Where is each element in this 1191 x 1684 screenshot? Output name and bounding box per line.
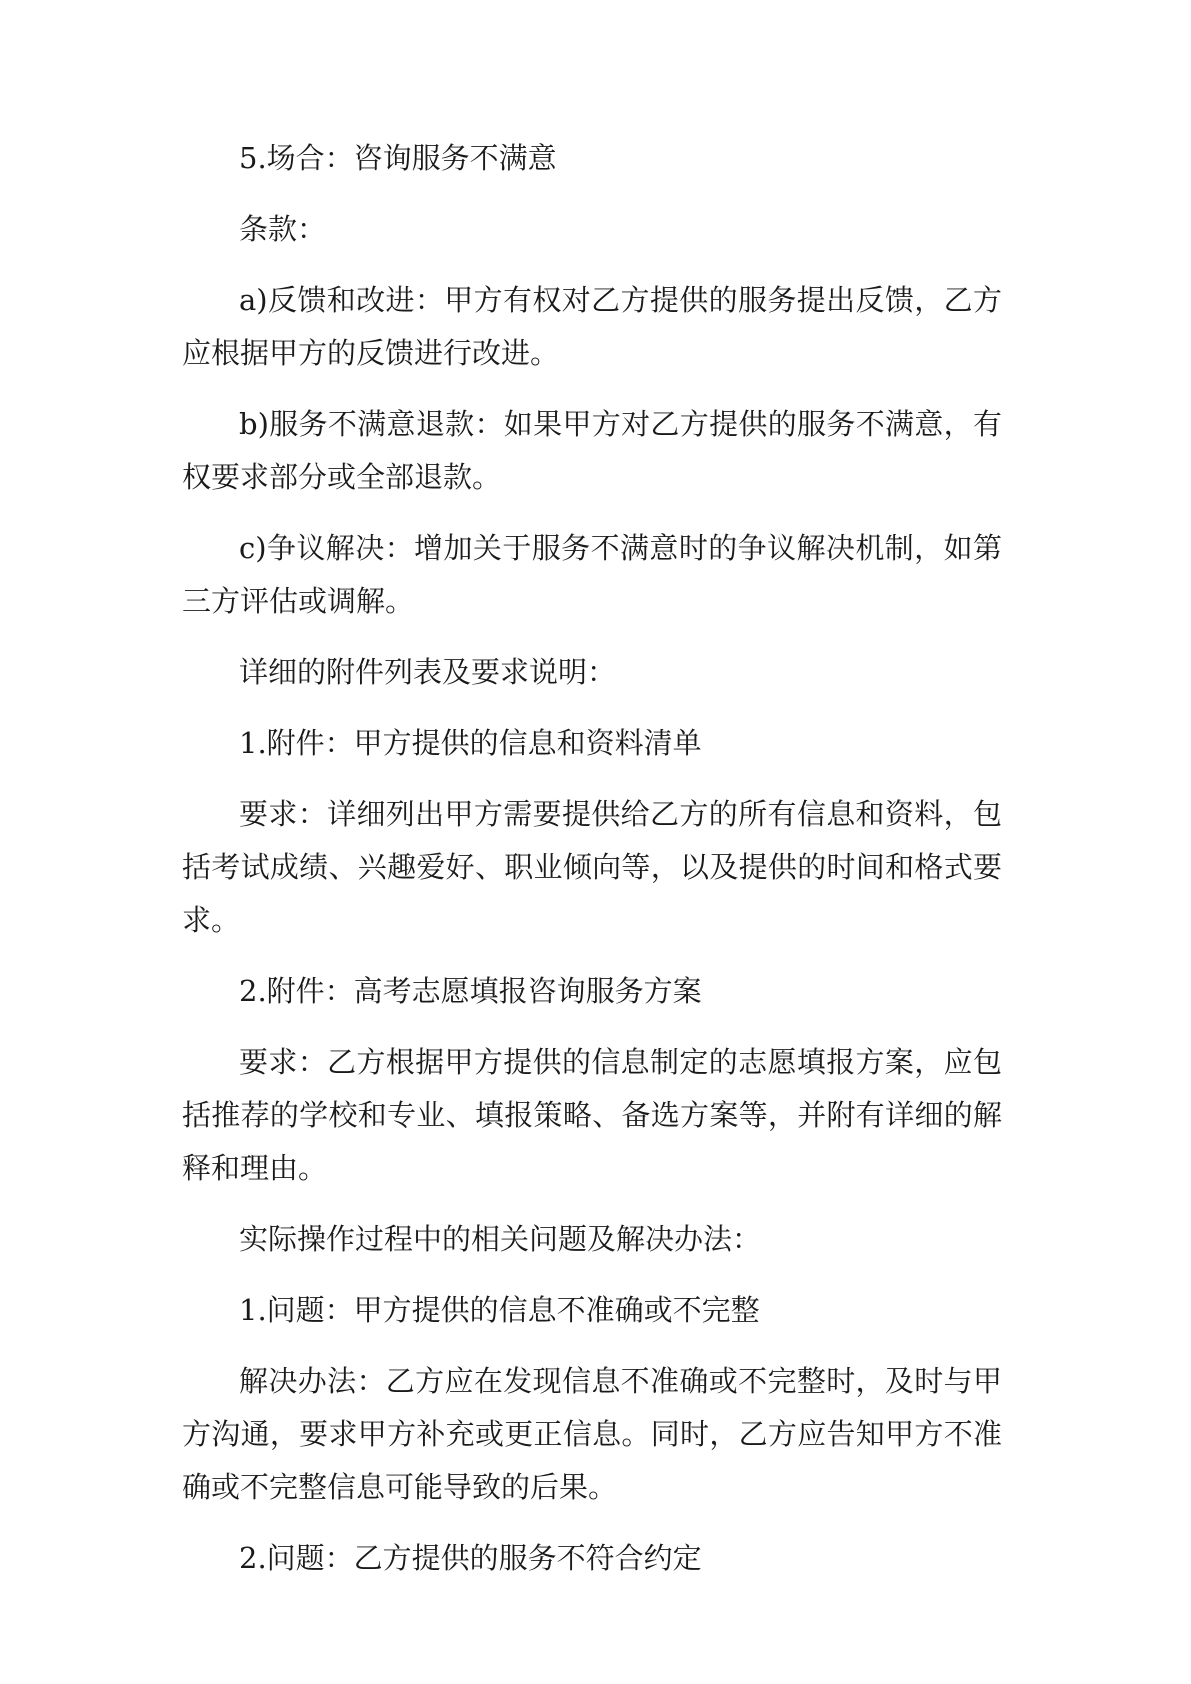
paragraph-issues-heading: 实际操作过程中的相关问题及解决办法： — [239, 1222, 762, 1256]
document-body — [182, 132, 1002, 1603]
paragraph-attachment-2-requirement: 要求：乙方根据甲方提供的信息制定的志愿填报方案，应包括推荐的学校和专业、填报策略、备选方案等，并附有详细的解释和理由。 — [182, 1045, 1002, 1185]
paragraph-attachments-heading: 详细的附件列表及要求说明： — [239, 655, 617, 689]
paragraph-clause-a: a)反馈和改进：甲方有权对乙方提供的服务提出反馈，乙方应根据甲方的反馈进行改进。 — [182, 283, 1002, 370]
paragraph-clause-c: c)争议解决：增加关于服务不满意时的争议解决机制，如第三方评估或调解。 — [182, 531, 1002, 618]
paragraph-issue-1: 1.问题：甲方提供的信息不准确或不完整 — [239, 1293, 760, 1327]
paragraph-scenario-5: 5.场合：咨询服务不满意 — [239, 141, 557, 175]
paragraph-attachment-1-requirement: 要求：详细列出甲方需要提供给乙方的所有信息和资料，包括考试成绩、兴趣爱好、职业倾向等，以及提供的时间和格式要求。 — [182, 797, 1002, 937]
paragraph-issue-1-solution: 解决办法：乙方应在发现信息不准确或不完整时，及时与甲方沟通，要求甲方补充或更正信息。同时，乙方应告知甲方不准确或不完整信息可能导致的后果。 — [182, 1364, 1002, 1504]
paragraph-clauses-heading: 条款： — [239, 212, 327, 246]
paragraph-attachment-2: 2.附件：高考志愿填报咨询服务方案 — [239, 974, 702, 1008]
paragraph-clause-b: b)服务不满意退款：如果甲方对乙方提供的服务不满意，有权要求部分或全部退款。 — [182, 407, 1002, 494]
paragraph-attachment-1: 1.附件：甲方提供的信息和资料清单 — [239, 726, 702, 760]
paragraph-issue-2: 2.问题：乙方提供的服务不符合约定 — [239, 1541, 702, 1575]
